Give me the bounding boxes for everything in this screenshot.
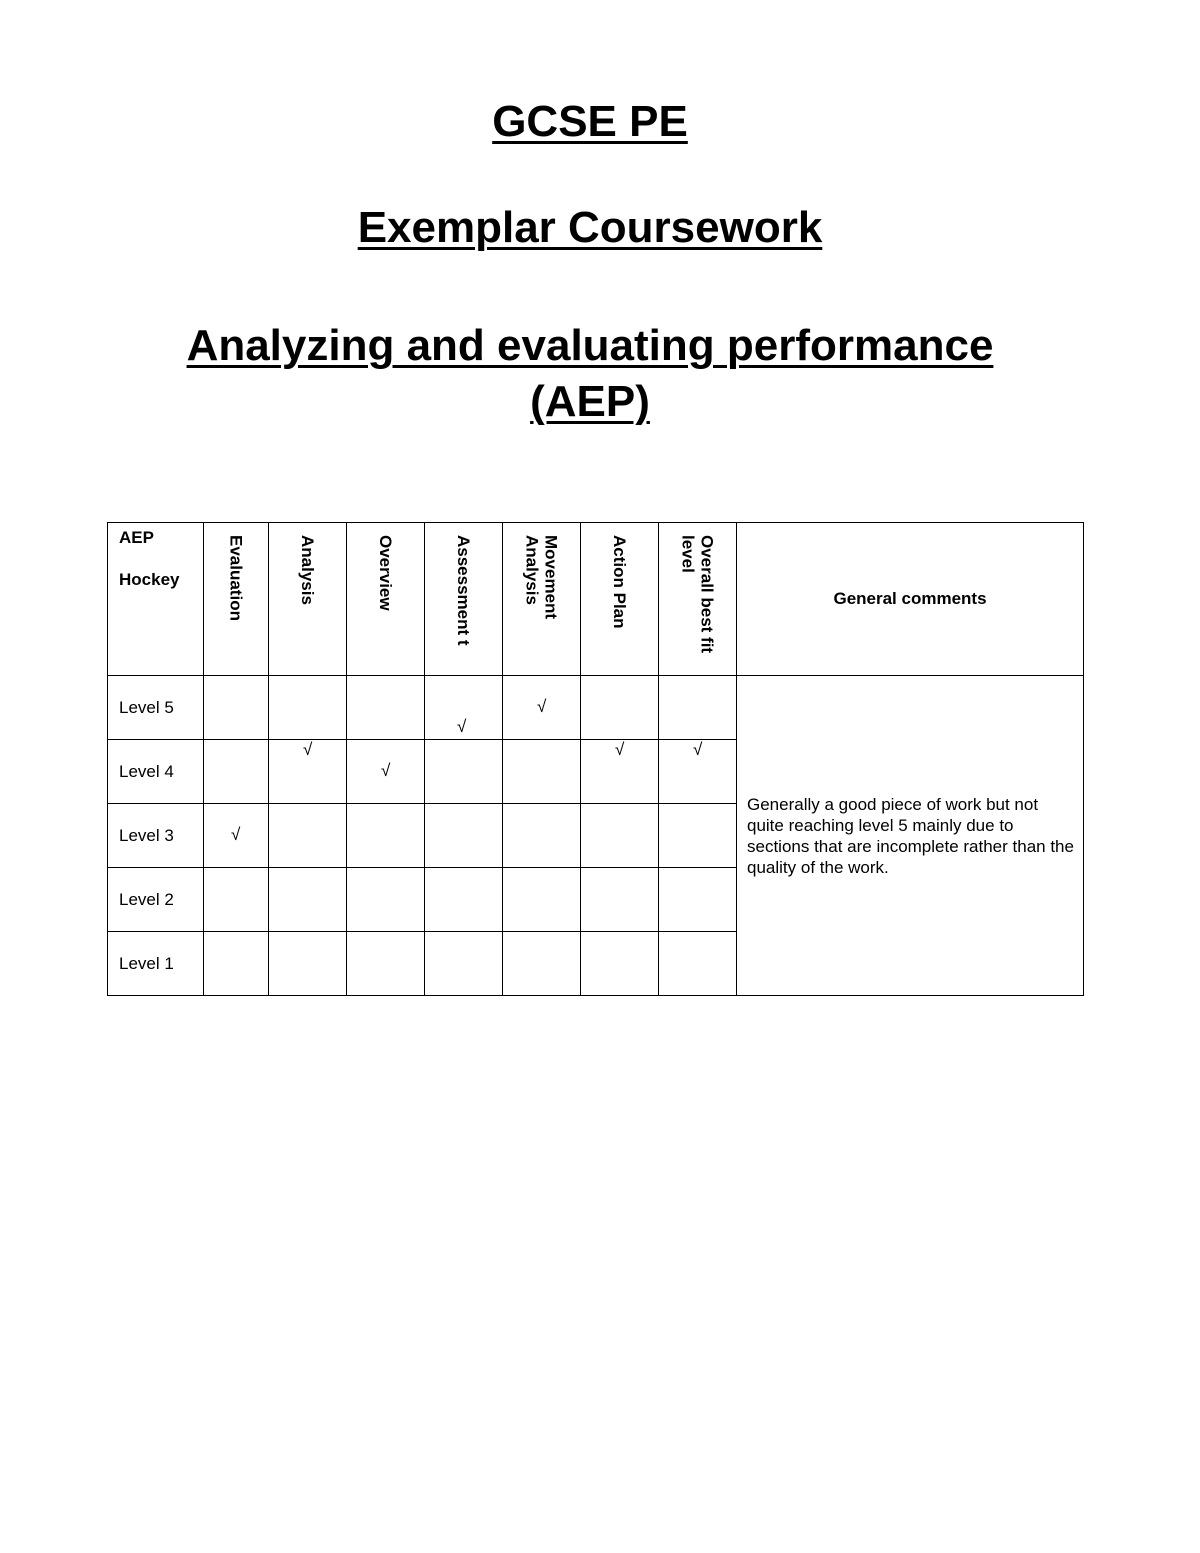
cell-level2-assessment bbox=[425, 868, 503, 932]
title-aep: (AEP) bbox=[530, 377, 650, 426]
cell-level1-action-plan bbox=[581, 932, 659, 996]
cell-level4-evaluation bbox=[204, 740, 269, 804]
cell-level5-overall bbox=[659, 676, 737, 740]
cell-level5-evaluation bbox=[204, 676, 269, 740]
cell-level5-action-plan bbox=[581, 676, 659, 740]
cell-level1-assessment bbox=[425, 932, 503, 996]
cell-level4-overall bbox=[659, 740, 737, 804]
cell-level1-overall bbox=[659, 932, 737, 996]
title-gcse-pe: GCSE PE bbox=[492, 97, 688, 146]
title-analyzing-evaluating: Analyzing and evaluating performance bbox=[186, 321, 994, 370]
cell-level5-movement-analysis bbox=[503, 676, 581, 740]
cell-level3-overview bbox=[347, 804, 425, 868]
column-header-analysis: Analysis bbox=[269, 523, 347, 676]
cell-level4-assessment bbox=[425, 740, 503, 804]
tick-mark: √ bbox=[537, 697, 547, 716]
tick-mark: √ bbox=[693, 740, 703, 759]
tick-mark: √ bbox=[457, 717, 467, 736]
level-2-label: Level 2 bbox=[108, 868, 204, 932]
cell-level1-movement-analysis bbox=[503, 932, 581, 996]
cell-level3-overall bbox=[659, 804, 737, 868]
cell-level3-evaluation bbox=[204, 804, 269, 868]
column-header-overview: Overview bbox=[347, 523, 425, 676]
cell-level1-overview bbox=[347, 932, 425, 996]
cell-level2-overview bbox=[347, 868, 425, 932]
column-header-action-plan: Action Plan bbox=[581, 523, 659, 676]
column-header-movement-analysis: Movement Analysis bbox=[503, 523, 581, 676]
assessment-table bbox=[107, 522, 1084, 996]
tick-mark: √ bbox=[615, 740, 625, 759]
cell-level2-analysis bbox=[269, 868, 347, 932]
cell-level4-overview bbox=[347, 740, 425, 804]
level-3-label: Level 3 bbox=[108, 804, 204, 868]
cell-level3-assessment bbox=[425, 804, 503, 868]
cell-level2-movement-analysis bbox=[503, 868, 581, 932]
level-1-label: Level 1 bbox=[108, 932, 204, 996]
tick-mark: √ bbox=[231, 825, 241, 844]
cell-level1-analysis bbox=[269, 932, 347, 996]
cell-level3-movement-analysis bbox=[503, 804, 581, 868]
cell-level5-analysis bbox=[269, 676, 347, 740]
column-header-general-comments: General comments bbox=[737, 523, 1084, 676]
cell-level1-evaluation bbox=[204, 932, 269, 996]
corner-cell bbox=[108, 523, 204, 676]
cell-level2-action-plan bbox=[581, 868, 659, 932]
tick-mark: √ bbox=[303, 740, 313, 759]
cell-level4-movement-analysis bbox=[503, 740, 581, 804]
cell-level2-evaluation bbox=[204, 868, 269, 932]
column-header-overall-best-fit: Overall best fit level bbox=[659, 523, 737, 676]
column-header-evaluation: Evaluation bbox=[204, 523, 269, 676]
cell-level5-assessment bbox=[425, 676, 503, 740]
level-4-label: Level 4 bbox=[108, 740, 204, 804]
cell-level3-action-plan bbox=[581, 804, 659, 868]
table-header-row bbox=[108, 523, 1084, 676]
general-comment-text: Generally a good piece of work but not quite reaching level 5 mainly due to sections that are incomplete rather than the quality of the work. bbox=[737, 676, 1084, 996]
cell-level5-overview bbox=[347, 676, 425, 740]
cell-level3-analysis bbox=[269, 804, 347, 868]
level-5-label: Level 5 bbox=[108, 676, 204, 740]
tick-mark: √ bbox=[381, 761, 391, 780]
cell-level4-analysis bbox=[269, 740, 347, 804]
table-row bbox=[108, 676, 1084, 740]
column-header-assessment: Assessment t bbox=[425, 523, 503, 676]
corner-hockey-label: Hockey bbox=[119, 570, 180, 589]
cell-level2-overall bbox=[659, 868, 737, 932]
corner-aep-label: AEP bbox=[119, 528, 154, 547]
title-exemplar-coursework: Exemplar Coursework bbox=[357, 203, 823, 252]
cell-level4-action-plan bbox=[581, 740, 659, 804]
